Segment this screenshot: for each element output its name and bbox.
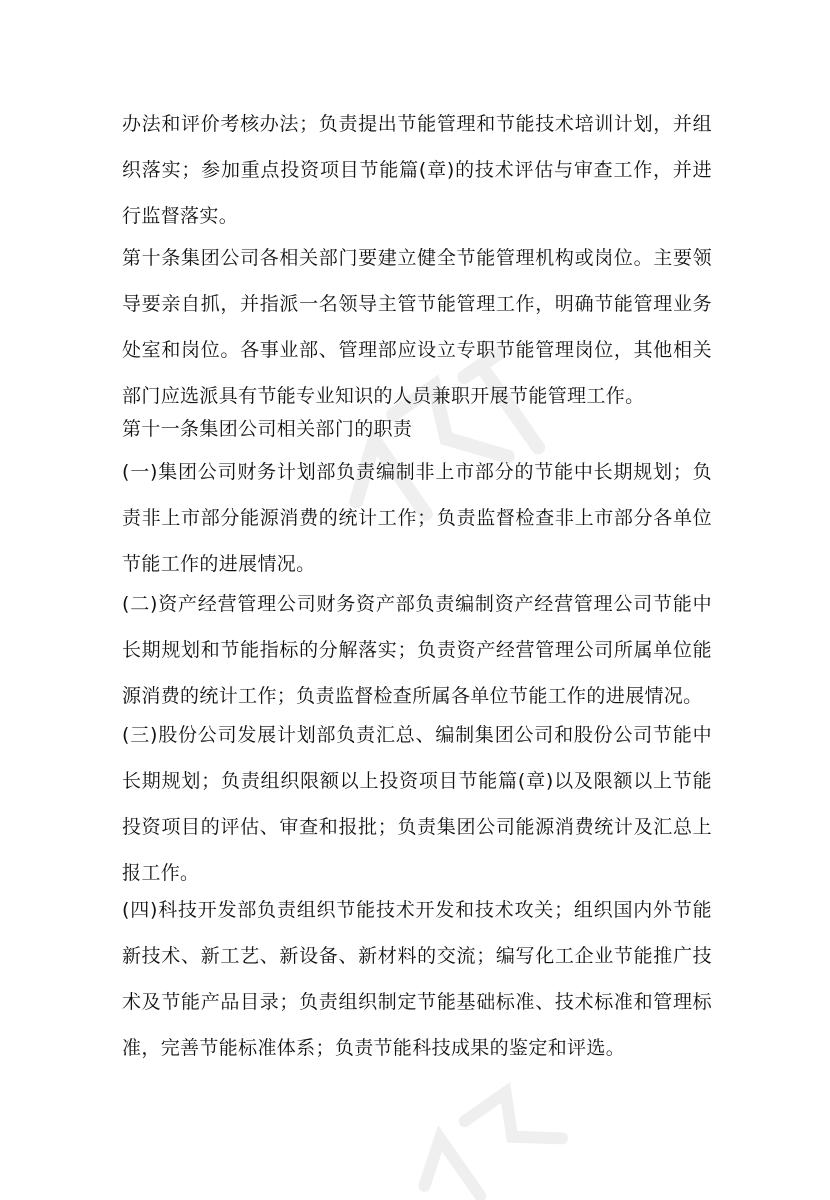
paragraph-item-2: (二)资产经营管理公司财务资产部负责编制资产经营管理公司节能中长期规划和节能指标的分解落实；负责资产经营管理公司所属单位能源消费的统计工作；负责监督检查所属各单位节能工作的进展情况。 (122, 593, 712, 707)
paragraph-item-4: (四)科技开发部负责组织节能技术开发和技术攻关；组织国内外节能新技术、新工艺、新设备、新材料的交流；编写化工企业节能推广技术及节能产品目录；负责组织制定节能基础标准、技术标准和管理标准，完善节能标准体系；负责节能科技成果的鉴定和评选。 (122, 899, 712, 1059)
paragraph-article-10: 第十条集团公司各相关部门要建立健全节能管理机构或岗位。主要领导要亲自抓，并指派一名领导主管节能管理工作，明确节能管理业务处室和岗位。各事业部、管理部应设立专职节能管理岗位，其他相关部门应选派具有节能专业知识的人员兼职开展节能管理工作。 (122, 247, 712, 407)
paragraph-article-11-heading: 第十一条集团公司相关部门的职责 (122, 418, 413, 440)
paragraph-item-3: (三)股份公司发展计划部负责汇总、编制集团公司和股份公司节能中长期规划；负责组织限额以上投资项目节能篇(章)以及限额以上节能投资项目的评估、审查和报批；负责集团公司能源消费统计及汇总上报工作。 (122, 724, 712, 884)
paragraph-item-1: (一)集团公司财务计划部负责编制非上市部分的节能中长期规划；负责非上市部分能源消费的统计工作；负责监督检查非上市部分各单位节能工作的进展情况。 (122, 461, 712, 575)
watermark-icon (380, 1080, 600, 1200)
paragraph-evaluation-methods: 办法和评价考核办法；负责提出节能管理和节能技术培训计划，并组织落实；参加重点投资项目节能篇(章)的技术评估与审查工作，并进行监督落实。 (122, 113, 712, 227)
